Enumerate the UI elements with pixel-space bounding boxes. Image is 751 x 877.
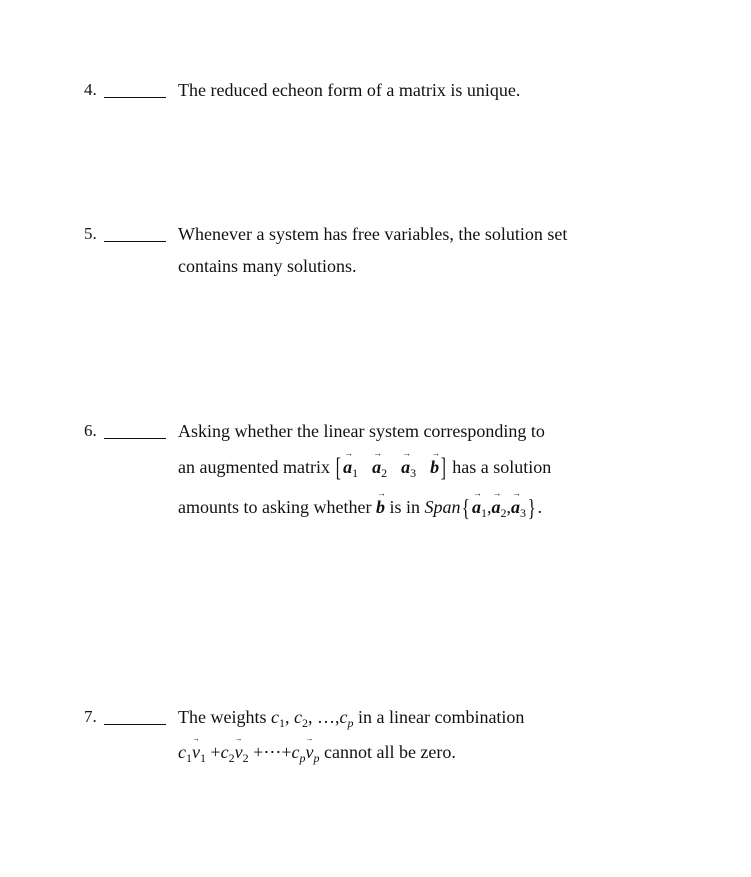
vector-a2: → $a_2$	[372, 458, 387, 476]
question-text-weights-line: The weights $c_1$, $c_2$, $\dots,c_p$ in a linear combination	[178, 707, 525, 730]
question-text: Whenever a system has free variables, the solution set	[178, 224, 568, 244]
question-number: 6.	[84, 421, 97, 440]
question-number: 7.	[84, 707, 97, 726]
right-bracket: ]	[440, 453, 447, 482]
term-cpvp: $c_p\to v_p$	[291, 742, 319, 762]
question-number: 4.	[84, 80, 97, 99]
question-text: Asking whether the linear system corresponding to	[178, 421, 545, 441]
text-fragment: an augmented matrix	[178, 457, 330, 477]
question-text: contains many solutions.	[178, 256, 357, 276]
answer-blank[interactable]	[104, 97, 166, 98]
vector-b: → b	[430, 458, 439, 476]
term-c1v1: $c_1\to v_1$	[178, 742, 206, 762]
text-fragment: in a linear combination	[357, 707, 525, 727]
question-text-combination-line: $c_1\to v_1 +c_2\to v_2$ $+\cdots+c_p\to v_p$ cannot all be zero.	[178, 743, 456, 761]
weight-c2: $c_2$	[293, 707, 308, 730]
text-fragment: cannot all be zero.	[323, 742, 456, 762]
weight-c1: $c_1$	[270, 707, 285, 730]
question-text: The reduced echeon form of a matrix is unique.	[178, 80, 521, 100]
vector-a3: → $a_3$	[511, 498, 526, 516]
ellipsis: …	[316, 707, 335, 727]
question-number: 5.	[84, 224, 97, 243]
vector-a1: → $a_1$	[343, 458, 358, 476]
vector-b: → b	[376, 498, 385, 516]
answer-blank[interactable]	[104, 438, 166, 439]
cdots: ⋯	[263, 742, 282, 762]
left-brace: {	[462, 496, 471, 522]
question-text-matrix-line	[178, 455, 551, 481]
weight-cp: $c_p$	[339, 707, 354, 730]
span-word: Span	[424, 497, 461, 517]
text-fragment: has a solution	[452, 457, 552, 477]
answer-blank[interactable]	[104, 724, 166, 725]
question-text-span-line: amounts to asking whether → b is in Span{→ $a_1,\to a_2,\to a_3$}.	[178, 497, 542, 521]
term-c2v2: $c_2\to v_2$	[221, 742, 249, 762]
text-fragment: is in	[389, 497, 420, 517]
text-fragment: The weights	[178, 707, 267, 727]
vector-a3: → $a_3$	[401, 458, 416, 476]
answer-blank[interactable]	[104, 241, 166, 242]
vector-a2: → $a_2$	[492, 498, 507, 516]
left-bracket: [	[336, 453, 342, 482]
right-brace: }	[527, 496, 536, 522]
text-fragment: amounts to asking whether	[178, 497, 372, 517]
vector-a1: → $a_1$	[472, 498, 487, 516]
